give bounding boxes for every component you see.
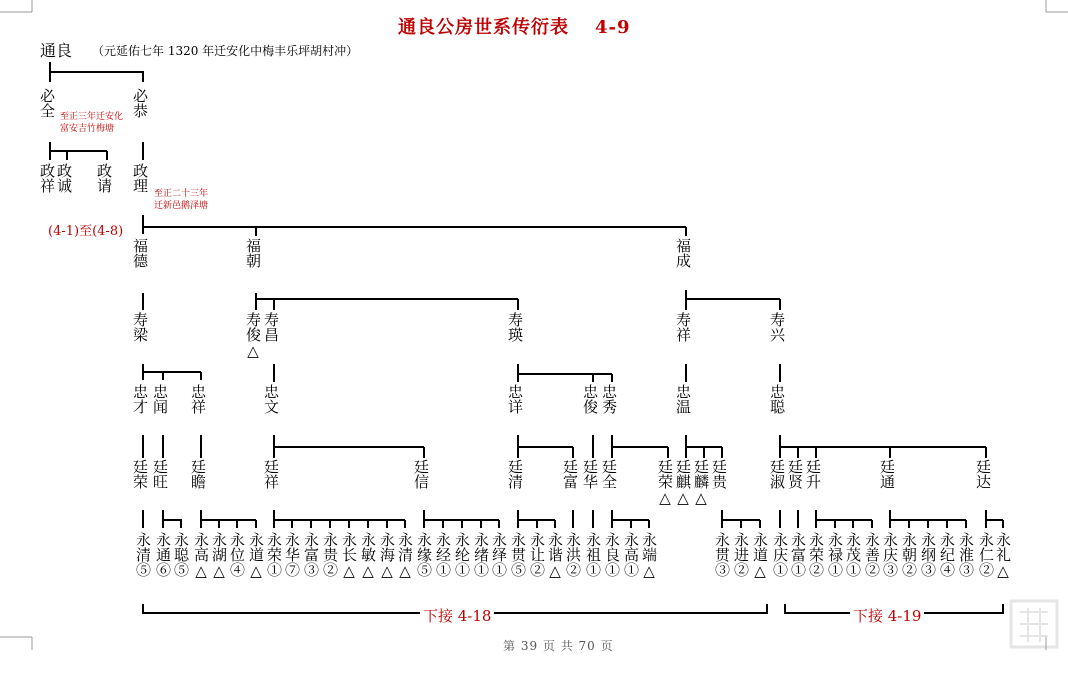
- gen3-note-line2: 迁新邑鹅泽塘: [154, 201, 209, 211]
- gen5-name: 寿梁: [131, 312, 149, 342]
- gen7-name: 廷荣: [131, 459, 149, 489]
- gen6-name: 忠俊: [581, 384, 599, 414]
- gen8-name: 永纲③: [919, 532, 937, 577]
- gen8-name: 永聪⑤: [172, 532, 190, 577]
- gen3-note-line1: 至正二十三年: [154, 189, 209, 199]
- gen7-name: 廷清: [506, 459, 524, 489]
- gen7-name: 廷旺: [151, 459, 169, 489]
- table-number: 4-9: [595, 17, 631, 38]
- gen8-name: 永华⑦: [283, 532, 301, 577]
- gen8-name: 永位④: [228, 532, 246, 577]
- gen8-name: 永清⑤: [134, 532, 152, 577]
- gen7-name: 廷华: [581, 459, 599, 489]
- page-footer: 第 39 页 共 70 页: [503, 639, 614, 653]
- gen8-name: 永庆③: [881, 532, 899, 577]
- gen6-name: 忠秀: [600, 384, 618, 414]
- gen8-name: 永荣②: [807, 532, 825, 577]
- gen8-name: 永贵②: [321, 532, 339, 577]
- gen8-name: 永谐△: [546, 532, 564, 580]
- gen8-name: 永贯③: [713, 532, 731, 577]
- gen2-name: 必恭: [131, 88, 149, 118]
- continue-right-label: 下接 4-19: [850, 605, 924, 626]
- gen8-name: 永海△: [378, 532, 396, 580]
- gen8-name: 永长△: [340, 532, 358, 580]
- gen2-name: 必全: [38, 88, 56, 118]
- gen7-name: 廷贤: [786, 459, 804, 489]
- gen8-name: 永茂①: [844, 532, 862, 577]
- gen8-name: 永绎①: [490, 532, 508, 577]
- gen7-name: 廷达: [974, 459, 992, 489]
- ref-left-range: (4-1)至(4-8): [48, 224, 124, 239]
- gen8-name: 永淮③: [957, 532, 975, 577]
- gen8-name: 永端△: [640, 532, 658, 580]
- gen3-name: 政诚: [55, 163, 73, 193]
- gen7-name: 廷祥: [262, 459, 280, 489]
- gen8-name: 永通⑥: [154, 532, 172, 577]
- gen8-name: 永善②: [863, 532, 881, 577]
- gen8-name: 永进②: [732, 532, 750, 577]
- gen8-name: 永贯⑤: [509, 532, 527, 577]
- gen7-name: 廷麒△: [674, 459, 692, 507]
- gen6-name: 忠温: [674, 384, 692, 414]
- gen3-name: 政请: [95, 163, 113, 193]
- gen8-name: 永礼△: [994, 532, 1012, 580]
- gen8-name: 永富①: [789, 532, 807, 577]
- gen2-migration-note: [60, 111, 123, 135]
- gen2-note-line2: 富安吉竹梅塘: [60, 124, 115, 134]
- gen7-name: 廷全: [600, 459, 618, 489]
- gen8-name: 永庆①: [771, 532, 789, 577]
- gen8-name: 永高①: [622, 532, 640, 577]
- gen6-name: 忠聪: [768, 384, 786, 414]
- gen8-name: 永良①: [603, 532, 621, 577]
- gen8-name: 永缘⑤: [415, 532, 433, 577]
- continue-left-label: 下接 4-18: [420, 605, 494, 626]
- gen8-name: 永高△: [192, 532, 210, 580]
- gen7-name: 廷麟△: [692, 459, 710, 507]
- gen5-name: 寿瑛: [506, 312, 524, 342]
- gen4-name: 福朝: [244, 238, 262, 268]
- gen8-name: 永朝②: [900, 532, 918, 577]
- gen6-name: 忠文: [262, 384, 280, 414]
- gen3-name: 政理: [131, 163, 149, 193]
- gen8-name: 永道△: [247, 532, 265, 580]
- gen7-name: 廷富: [561, 459, 579, 489]
- gen7-name: 廷信: [412, 459, 430, 489]
- gen8-name: 永清△: [396, 532, 414, 580]
- gen8-name: 永洪②: [564, 532, 582, 577]
- seal-watermark-icon: [1008, 598, 1060, 650]
- gen8-name: 永敏△: [359, 532, 377, 580]
- gen5-name: 寿祥: [674, 312, 692, 342]
- gen8-name: 永富③: [302, 532, 320, 577]
- root-name: 通良: [40, 41, 73, 60]
- gen8-name: 永纪④: [938, 532, 956, 577]
- gen4-name: 福德: [131, 238, 149, 268]
- gen3-migration-note: [154, 188, 208, 212]
- gen7-name: 廷通: [878, 459, 896, 489]
- gen7-name: 廷荣△: [656, 459, 674, 507]
- gen7-name: 廷瞻: [189, 459, 207, 489]
- gen8-name: 永仁②: [977, 532, 995, 577]
- gen6-name: 忠详: [506, 384, 524, 414]
- gen5-name: 寿俊△: [244, 312, 262, 360]
- gen8-name: 永纶①: [453, 532, 471, 577]
- gen7-name: 廷贵: [710, 459, 728, 489]
- gen6-name: 忠祥: [189, 384, 207, 414]
- gen6-name: 忠才: [131, 384, 149, 414]
- gen7-name: 廷淑: [768, 459, 786, 489]
- gen8-name: 永湖△: [210, 532, 228, 580]
- gen6-name: 忠闻: [151, 384, 169, 414]
- gen8-name: 永经①: [434, 532, 452, 577]
- gen5-name: 寿兴: [768, 312, 786, 342]
- gen5-name: 寿昌: [262, 312, 280, 342]
- gen4-name: 福成: [674, 238, 692, 268]
- gen2-note-line1: 至正三年迁安化: [60, 112, 124, 122]
- gen8-name: 永禄①: [826, 532, 844, 577]
- gen8-name: 永荣①: [265, 532, 283, 577]
- gen8-name: 永道△: [751, 532, 769, 580]
- gen8-name: 永祖①: [584, 532, 602, 577]
- root-migration-note: （元延佑七年 1320 年迁安化中梅丰乐坪胡村冲）: [92, 44, 359, 58]
- gen3-name: 政祥: [38, 163, 56, 193]
- gen8-name: 永绪①: [472, 532, 490, 577]
- gen7-name: 廷升: [804, 459, 822, 489]
- gen8-name: 永让②: [528, 532, 546, 577]
- title-text: 通良公房世系传衍表: [398, 17, 569, 38]
